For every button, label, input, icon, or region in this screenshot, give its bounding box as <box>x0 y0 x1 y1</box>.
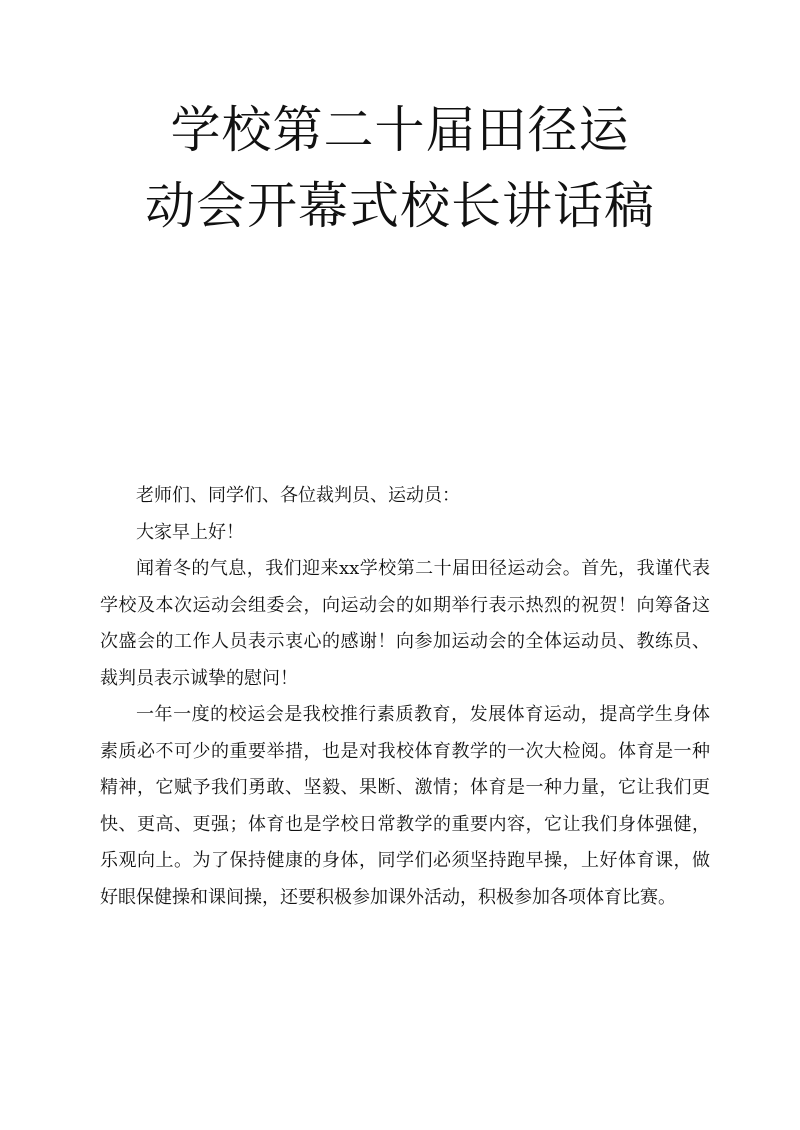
greeting-paragraph: 大家早上好！ <box>136 521 244 543</box>
document-title <box>0 92 800 244</box>
opening-paragraph: 闻着冬的气息，我们迎来xx学校第二十届田径运动会。首先，我谨代表学校及本次运动会组委会，向运动会的如期举行表示热烈的祝贺！向筹备这次盛会的工作人员表示衷心的感谢！向参加运动会的全体运动员、教练员、裁判员表示诚挚的慰问！ <box>100 558 710 689</box>
document-body <box>100 478 710 916</box>
title-line-1: 学校第二十届田径运 <box>170 101 630 159</box>
sports-meeting-paragraph: 一年一度的校运会是我校推行素质教育，发展体育运动，提高学生身体素质必不可少的重要举措，也是对我校体育教学的一次大检阅。体育是一种精神，它赋予我们勇敢、坚毅、果断、激情；体育是一种力量，它让我们更快、更高、更强；体育也是学校日常教学的重要内容，它让我们身体强健，乐观向上。为了保持健康的身体，同学们必须坚持跑早操，上好体育课，做好眼保健操和课间操，还要积极参加课外活动，积极参加各项体育比赛。 <box>100 704 710 908</box>
title-line-2: 动会开幕式校长讲话稿 <box>145 177 655 235</box>
salutation-paragraph: 老师们、同学们、各位裁判员、运动员： <box>136 485 460 506</box>
